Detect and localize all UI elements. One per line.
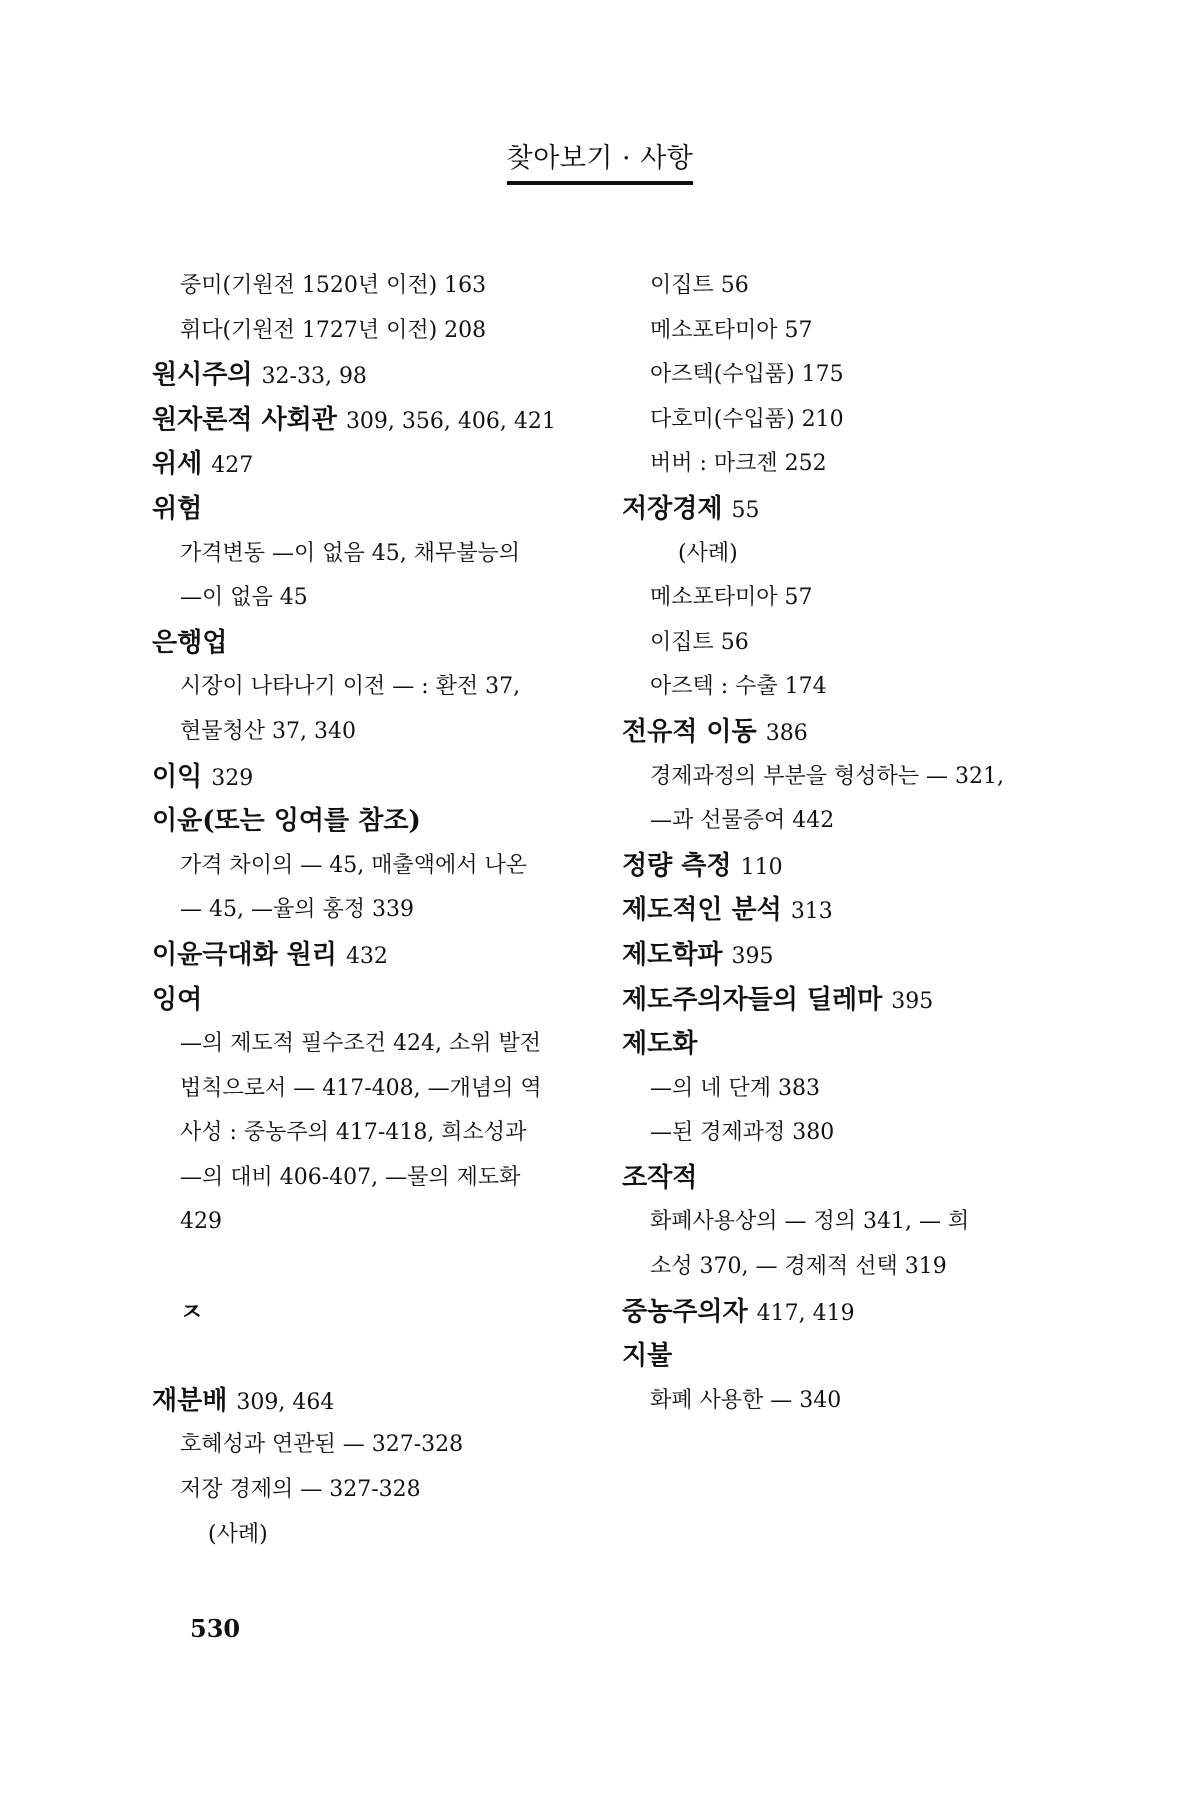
index-heading	[152, 442, 592, 487]
index-term: 제도학파	[622, 939, 723, 970]
index-term: 제도적인 분석	[622, 895, 782, 926]
index-pages: 329	[211, 765, 254, 791]
index-heading	[152, 398, 592, 443]
index-pages: 110	[740, 854, 783, 880]
page-title: 찾아보기 · 사항	[507, 136, 694, 185]
section-letter: ㅈ	[180, 1296, 204, 1326]
index-heading	[622, 710, 1062, 755]
index-subentry: 버버 : 마크젠 252	[650, 451, 827, 477]
index-column-left	[152, 264, 592, 1557]
index-pages: 55	[731, 497, 760, 523]
index-subentry: — 45, —율의 홍정 339	[180, 897, 414, 923]
index-subentry: —이 없음 45	[180, 585, 308, 611]
index-heading	[152, 487, 592, 532]
index-heading	[622, 1022, 1062, 1067]
index-term: 이익	[152, 761, 203, 792]
index-term: 원시주의	[152, 360, 253, 391]
index-subentry: 시장이 나타나기 이전 — : 환전 37,	[180, 674, 521, 700]
index-subentry: 저장 경제의 — 327-328	[180, 1477, 421, 1503]
index-term: 잉여	[152, 984, 203, 1015]
blank-line	[152, 1334, 592, 1379]
index-heading	[152, 755, 592, 800]
index-subentry: 호혜성과 연관된 — 327-328	[180, 1432, 464, 1458]
index-pages: 309, 464	[236, 1389, 335, 1415]
index-heading	[622, 1290, 1062, 1335]
index-subentry: 법칙으로서 — 417-408, —개념의 역	[180, 1075, 542, 1101]
index-subentry: 이집트 56	[650, 273, 749, 298]
index-term: 조작적	[622, 1162, 698, 1193]
index-term: 정량 측정	[622, 850, 732, 881]
index-term: 지불	[622, 1341, 673, 1372]
index-subentry: 메소포타미아 57	[650, 585, 813, 611]
index-term: 은행업	[152, 627, 228, 658]
index-pages: 432	[345, 943, 388, 969]
index-subentry: 경제과정의 부분을 형성하는 — 321,	[650, 763, 1004, 789]
index-subentry: —의 제도적 필수조건 424, 소위 발전	[180, 1031, 541, 1057]
index-heading	[152, 621, 592, 666]
index-pages: 395	[891, 988, 934, 1014]
index-heading	[152, 799, 592, 844]
index-pages: 309, 356, 406, 421	[345, 408, 556, 434]
index-column-right	[622, 264, 1062, 1423]
index-term: 중농주의자	[622, 1296, 748, 1327]
index-pages: 32-33, 98	[261, 364, 367, 390]
index-term: 저장경제	[622, 493, 723, 524]
index-subentry: 아즈텍(수입품) 175	[650, 362, 844, 388]
index-subentry: 다호미(수입품) 210	[650, 406, 844, 432]
index-pages: 313	[790, 899, 833, 925]
page-header	[0, 136, 1200, 185]
index-subentry: 화폐사용상의 — 정의 341, — 희	[650, 1209, 970, 1235]
index-subentry: 화폐 사용한 — 340	[650, 1387, 842, 1413]
index-term: 제도화	[622, 1029, 698, 1060]
blank-line	[152, 1245, 592, 1290]
index-subentry: —과 선물증여 442	[650, 808, 835, 834]
index-subentry: 휘다(기원전 1727년 이전) 208	[180, 317, 487, 343]
index-subentry-note: (사례)	[208, 1521, 268, 1547]
index-subentry: 메소포타미아 57	[650, 317, 813, 343]
index-subentry: 사성 : 중농주의 417-418, 희소성과	[180, 1120, 527, 1146]
index-pages: 395	[731, 943, 774, 969]
index-subentry: —된 경제과정 380	[650, 1120, 835, 1146]
index-heading	[152, 1379, 592, 1424]
index-heading	[622, 487, 1062, 532]
index-subentry: —의 대비 406-407, —물의 제도화	[180, 1164, 521, 1190]
index-subentry: 중미(기원전 1520년 이전) 163	[180, 273, 487, 298]
index-term: 제도주의자들의 딜레마	[622, 984, 883, 1015]
index-heading	[622, 933, 1062, 978]
index-term: 원자론적 사회관	[152, 404, 337, 435]
index-subentry: 이집트 56	[650, 629, 749, 655]
index-heading	[622, 1334, 1062, 1379]
page-number: 530	[190, 1614, 241, 1643]
index-term: 위세	[152, 449, 203, 480]
index-subentry-note: (사례)	[678, 540, 738, 566]
index-term: 위험	[152, 493, 203, 524]
index-pages: 417, 419	[756, 1300, 855, 1326]
index-term: 재분배	[152, 1385, 228, 1416]
index-heading	[152, 933, 592, 978]
index-pages: 386	[765, 720, 808, 746]
index-heading	[622, 888, 1062, 933]
index-pages: 427	[211, 453, 254, 479]
index-term: 이윤극대화 원리	[152, 939, 337, 970]
index-subentry: —의 네 단계 383	[650, 1075, 820, 1101]
index-subentry: 아즈텍 : 수출 174	[650, 674, 827, 700]
index-subentry: 소성 370, — 경제적 선택 319	[650, 1254, 947, 1280]
index-heading	[622, 1156, 1062, 1201]
index-term: 이윤(또는 잉여를 참조)	[152, 806, 421, 837]
index-subentry: 가격변동 —이 없음 45, 채무불능의	[180, 540, 520, 566]
index-subentry: 429	[180, 1209, 222, 1235]
index-subentry: 현물청산 37, 340	[180, 718, 356, 744]
index-heading	[622, 978, 1062, 1023]
index-heading	[152, 978, 592, 1023]
index-term: 전유적 이동	[622, 716, 757, 747]
index-heading	[622, 844, 1062, 889]
index-heading	[152, 353, 592, 398]
index-subentry: 가격 차이의 — 45, 매출액에서 나온	[180, 852, 527, 878]
